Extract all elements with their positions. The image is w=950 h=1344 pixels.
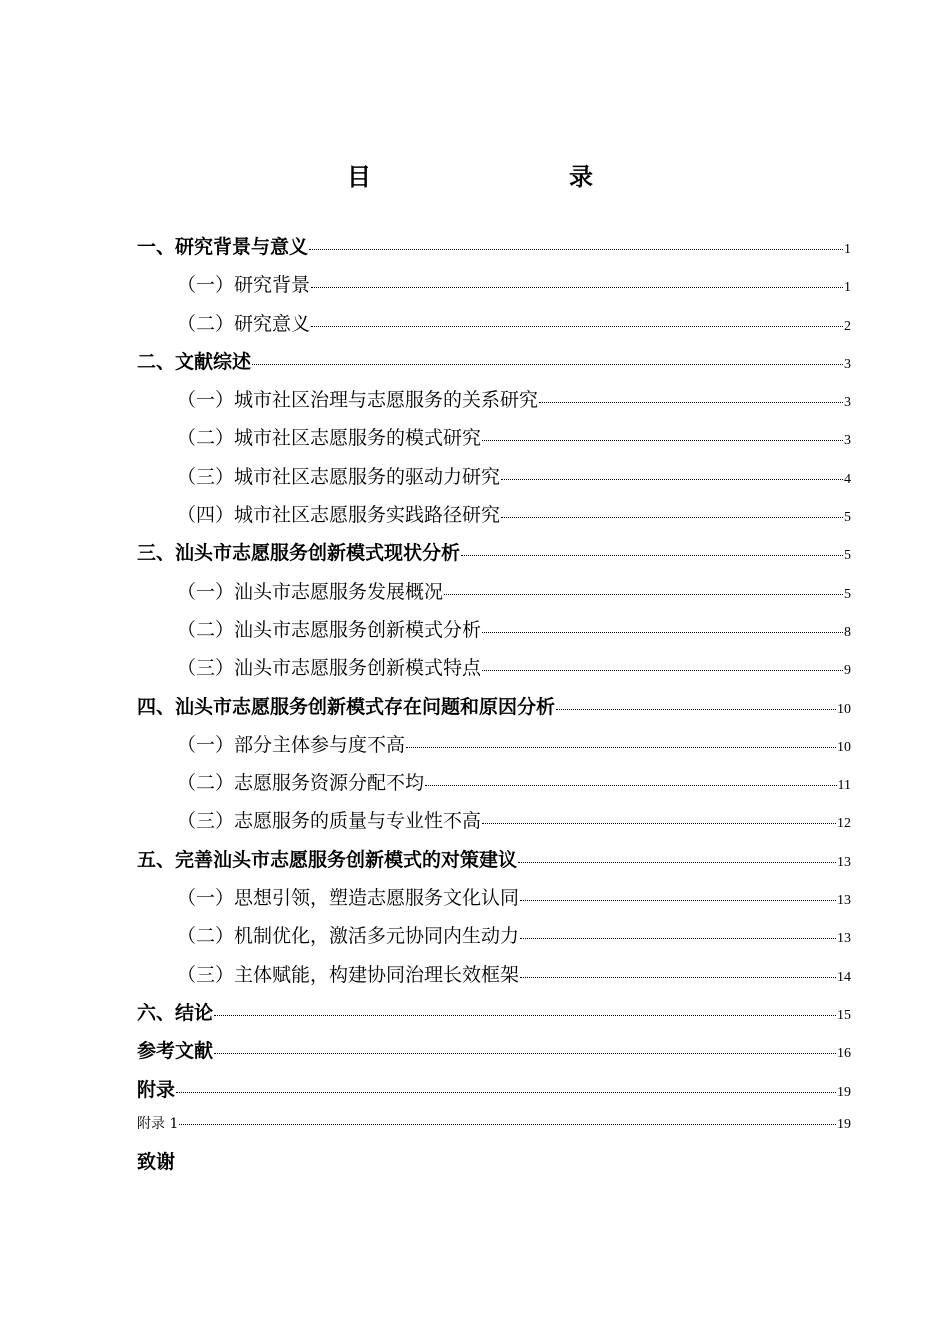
toc-page-number: 9 [844,663,851,679]
toc-entry-title: （一）部分主体参与度不高 [177,733,406,756]
toc-entry-title: （一）城市社区治理与志愿服务的关系研究 [177,389,539,412]
dot-leader [425,785,837,786]
dot-leader [179,1124,836,1125]
dot-leader [214,1053,836,1054]
dot-leader [252,364,843,365]
toc-entry-title: 参考文献 [137,1040,214,1063]
toc-entry[interactable] [137,385,851,423]
toc-page-number: 3 [844,433,851,449]
dot-leader [482,823,836,824]
toc-page-number: 1 [844,242,851,257]
toc-entry-title: （三）汕头市志愿服务创新模式特点 [177,657,482,680]
toc-entry[interactable] [137,309,851,347]
toc-page-number: 19 [837,1116,851,1132]
toc-entry-title: 五、完善汕头市志愿服务创新模式的对策建议 [137,848,518,871]
toc-page-number: 14 [837,969,851,985]
toc-entry-title: 一、研究背景与意义 [137,236,309,258]
dot-leader [501,479,843,480]
toc-entry[interactable] [137,615,851,653]
dot-leader [520,977,836,978]
toc-entry[interactable] [137,998,851,1036]
dot-leader [482,440,843,441]
toc-page-number: 13 [837,931,851,947]
dot-leader [311,287,843,288]
toc-entry-title: （二）汕头市志愿服务创新模式分析 [177,618,482,641]
toc-entry[interactable] [137,462,851,500]
toc-page-number: 10 [837,701,851,717]
toc-entry[interactable] [137,347,851,385]
toc-entry[interactable] [137,845,851,883]
dot-leader [176,1092,836,1093]
toc-entry[interactable] [137,577,851,615]
dot-leader [444,594,843,595]
toc-entry[interactable] [137,1075,851,1113]
toc-entry-title: （二）志愿服务资源分配不均 [177,772,425,795]
toc-entry-title: 附录 [137,1078,176,1101]
toc-entry[interactable] [137,768,851,806]
toc-entry-title: （一）研究背景 [177,274,311,297]
toc-entry-title: （二）研究意义 [177,312,311,335]
toc-entry[interactable] [137,692,851,730]
toc-entry-title: 二、文献综述 [137,350,252,373]
toc-entry[interactable] [137,500,851,538]
toc-page-number: 12 [837,816,851,832]
toc-entry-title: 六、结论 [137,1001,214,1024]
dot-leader [461,555,843,556]
toc-entry-title: （二）城市社区志愿服务的模式研究 [177,427,482,450]
dot-leader [482,670,843,671]
toc-page-number: 1 [844,280,851,296]
toc-page-number: 5 [844,586,851,602]
toc-page-number: 3 [844,356,851,372]
dot-leader [309,249,843,250]
table-of-contents [137,232,851,1185]
toc-entry-title: （一）思想引领，塑造志愿服务文化认同 [177,887,520,910]
toc-entry[interactable] [137,1147,851,1185]
toc-entry[interactable] [137,1036,851,1074]
toc-entry[interactable] [137,883,851,921]
toc-page-number: 3 [844,395,851,411]
toc-entry-title: （三）城市社区志愿服务的驱动力研究 [177,465,501,488]
dot-leader [501,517,843,518]
toc-page-number: 2 [844,318,851,334]
toc-page-number: 8 [844,624,851,640]
dot-leader [406,747,836,748]
toc-entry[interactable] [137,921,851,959]
toc-entry-title: 附录 1 [137,1115,179,1132]
toc-entry-title: （四）城市社区志愿服务实践路径研究 [177,504,501,527]
dot-leader [520,938,836,939]
toc-page-number: 15 [837,1007,851,1023]
toc-entry-title: （二）机制优化，激活多元协同内生动力 [177,925,520,948]
toc-entry-title: （三）主体赋能，构建协同治理长效框架 [177,963,520,986]
toc-page-number: 19 [837,1084,851,1100]
dot-leader [311,326,843,327]
toc-page-number: 11 [837,778,851,794]
dot-leader [482,632,843,633]
toc-page-number: 5 [844,548,851,564]
dot-leader [556,709,836,710]
dot-leader [520,900,836,901]
toc-page-number: 16 [837,1046,851,1062]
toc-entry[interactable] [137,806,851,844]
toc-entry-title: 三、汕头市志愿服务创新模式现状分析 [137,542,461,565]
toc-entry[interactable] [137,270,851,308]
toc-page-number: 5 [844,510,851,526]
toc-entry[interactable] [137,232,851,270]
dot-leader [518,862,836,863]
toc-entry[interactable] [137,1113,851,1147]
toc-page-number: 10 [837,739,851,755]
toc-entry-title: 致谢 [137,1150,176,1173]
toc-entry-title: （一）汕头市志愿服务发展概况 [177,580,444,603]
toc-entry[interactable] [137,960,851,998]
toc-entry[interactable] [137,730,851,768]
dot-leader [539,402,843,403]
toc-entry-title: （三）志愿服务的质量与专业性不高 [177,810,482,833]
toc-page-number: 13 [837,893,851,909]
toc-page-number: 4 [844,471,851,487]
toc-entry-title: 四、汕头市志愿服务创新模式存在问题和原因分析 [137,695,556,718]
toc-page-number: 13 [837,854,851,870]
toc-entry[interactable] [137,538,851,576]
toc-entry[interactable] [137,653,851,691]
toc-entry[interactable] [137,423,851,461]
page-title: 目 录 [347,162,643,191]
dot-leader [214,1015,836,1016]
